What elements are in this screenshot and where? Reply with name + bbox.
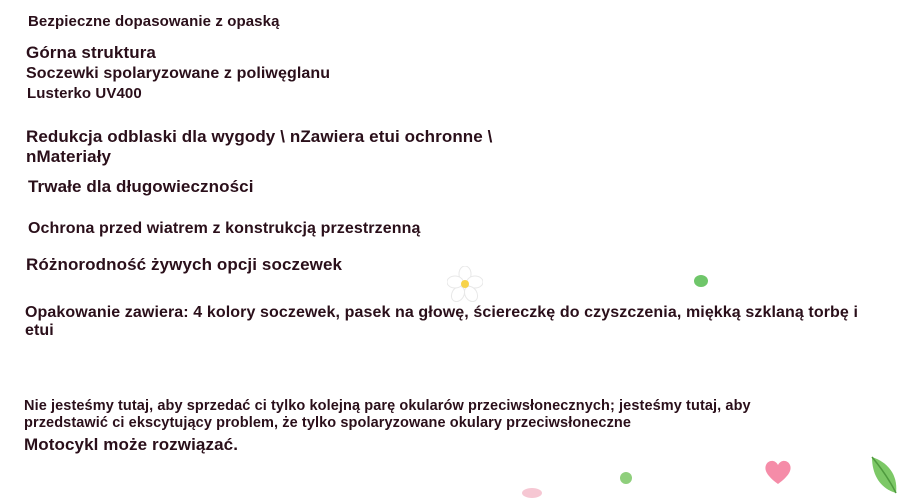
leaf-icon [866,455,900,495]
feature-upper-structure: Górna struktura [26,43,156,62]
feature-polarized-lenses: Soczewki spolaryzowane z poliwęglanu [26,65,331,82]
heart-icon [763,458,793,486]
green-dot-icon [694,275,708,287]
feature-lens-variety: Różnorodność żywych opcji soczewek [26,255,343,274]
green-dot-icon [620,472,632,484]
pink-blob-icon [522,488,542,498]
package-contents: Opakowanie zawiera: 4 kolory soczewek, pasek na głowę, ściereczkę do czyszczenia, miękką szklaną torbę i etui [25,304,859,339]
marketing-closing-line: Motocykl może rozwiązać. [24,435,239,454]
feature-uv400-mirror: Lusterko UV400 [27,85,142,102]
marketing-paragraph: Nie jesteśmy tutaj, aby sprzedać ci tylko kolejną parę okularów przeciwsłonecznych; jesteśmy tutaj, aby przedstawić ci ekscytujący problem, że tylko spolaryzowane okulary przeciwsłoneczne [24,398,751,431]
flower-icon [447,266,483,302]
feature-wind-protection: Ochrona przed wiatrem z konstrukcją przestrzenną [28,220,421,237]
feature-durability: Trwałe dla długowieczności [28,177,254,196]
feature-glare-reduction: Redukcja odblaski dla wygody \ nZawiera etui ochronne \ nMateriały [26,127,493,166]
feature-headband-fit: Bezpieczne dopasowanie z opaską [28,13,280,30]
